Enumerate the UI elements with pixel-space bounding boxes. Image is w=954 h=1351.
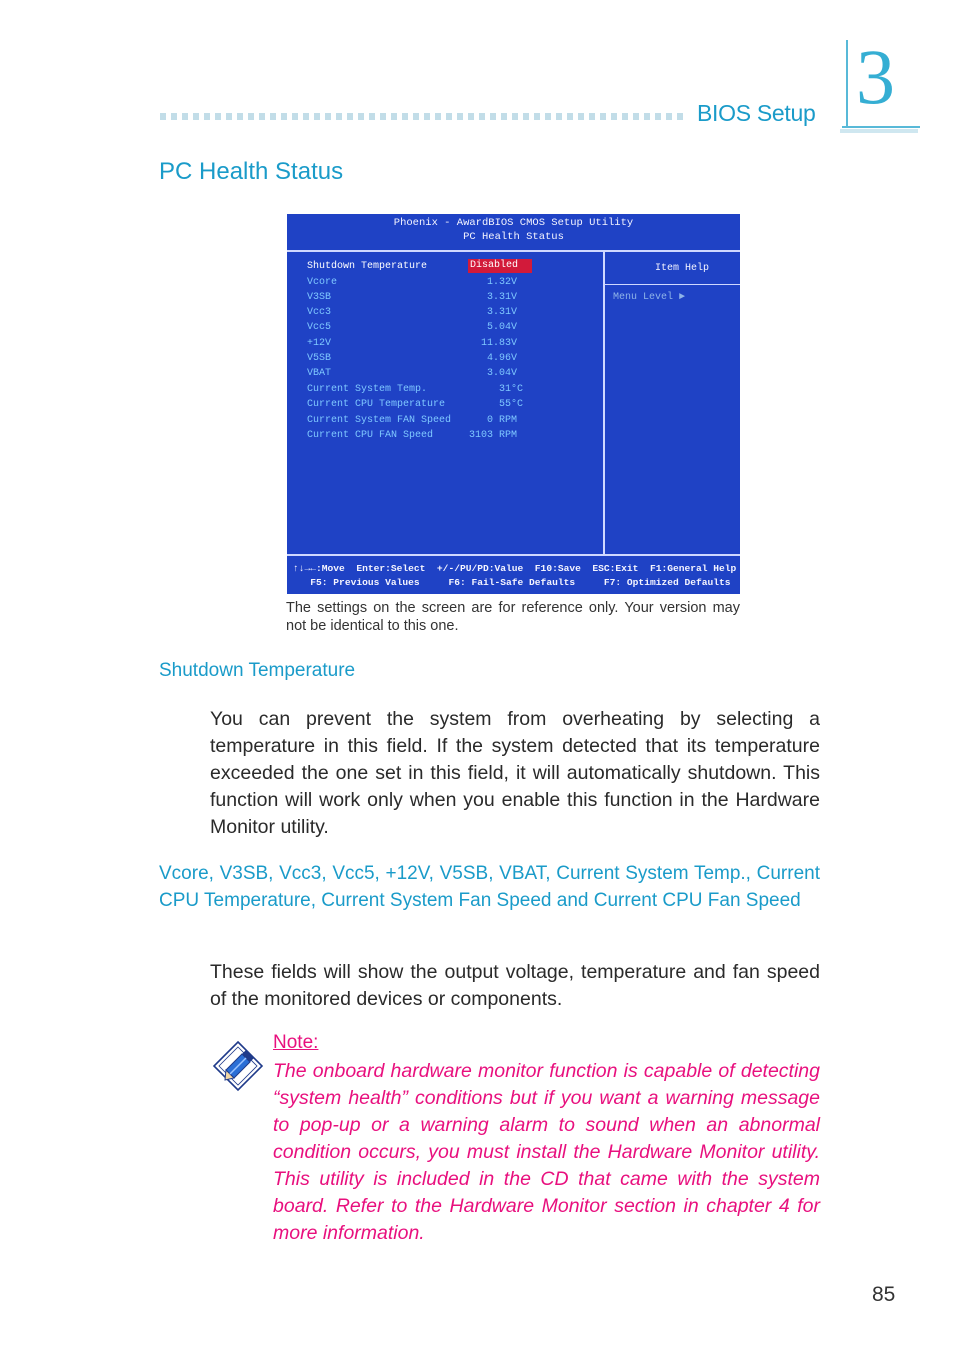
bios-row-label: Vcore	[307, 277, 338, 288]
bios-row-label[interactable]: Shutdown Temperature	[307, 261, 428, 272]
bios-frame-top	[287, 250, 740, 252]
chapter-box-bottom-line	[842, 126, 920, 128]
bios-row-label: VBAT	[307, 368, 332, 379]
fields-heading: Vcore, V3SB, Vcc3, Vcc5, +12V, V5SB, VBAT, Current System Temp., Current CPU Temperature, Current System Fan Speed and Current CPU Fan Speed	[159, 863, 820, 911]
note-title: Note:	[273, 1032, 319, 1053]
screenshot-caption: The settings on the screen are for reference only. Your version may not be identical to this one.	[286, 600, 740, 634]
bios-screen	[287, 214, 740, 594]
bios-row-value: 3.04V	[486, 368, 517, 379]
bios-row-value: 31°C	[498, 384, 523, 395]
header-dotted-rule	[160, 113, 688, 120]
bios-row-label: Current CPU Temperature	[307, 399, 446, 410]
bios-row-value: 3.31V	[486, 307, 517, 318]
shutdown-heading: Shutdown Temperature	[159, 660, 356, 681]
bios-row-value: 1.32V	[486, 277, 517, 288]
bios-row-value: 11.83V	[480, 338, 517, 349]
bios-title-line2: PC Health Status	[463, 231, 564, 243]
bios-row-label: V3SB	[307, 292, 332, 303]
chapter-box-shadow	[840, 129, 918, 133]
fields-text: These fields will show the output voltage, temperature and fan speed of the monitored devices or components.	[210, 961, 820, 1010]
bios-row-value: 5.04V	[486, 322, 517, 333]
bios-menu-level: Menu Level ►	[613, 292, 686, 303]
bios-help-title: Item Help	[655, 263, 710, 274]
note-pencil-icon	[212, 1040, 264, 1092]
bios-row-value: 0 RPM	[486, 415, 517, 426]
bios-title-line1: Phoenix - AwardBIOS CMOS Setup Utility	[393, 217, 634, 229]
bios-row-label: Current CPU FAN Speed	[307, 430, 434, 441]
bios-row-value: 55°C	[498, 399, 523, 410]
bios-footer-line1: ↑↓→←:Move Enter:Select +/-/PU/PD:Value F10:Save ESC:Exit F1:General Help	[293, 563, 737, 574]
bios-selected-value[interactable]: Disabled	[468, 259, 532, 273]
bios-frame-divider	[603, 252, 605, 554]
note-body: The onboard hardware monitor function is capable of detecting “system health” conditions but if you want a warning message to pop-up or a warning alarm to sound when an abnormal condition occurs, you must install the Hardware Monitor utility. This utility is included in the CD that came with the system board. Refer to the Hardware Monitor section in chapter 4 for more information.	[273, 1060, 820, 1244]
chapter-box-left-line	[846, 40, 848, 128]
page-title: PC Health Status	[159, 158, 344, 185]
bios-row-label: Current System FAN Speed	[307, 415, 452, 426]
bios-footer-line2: F5: Previous Values F6: Fail-Safe Defaults F7: Optimized Defaults	[293, 577, 731, 588]
page-number: 85	[872, 1283, 896, 1306]
bios-row-label: Vcc3	[307, 307, 332, 318]
bios-row-label: +12V	[307, 338, 332, 349]
bios-frame-bottom	[287, 554, 740, 556]
bios-help-divider	[605, 284, 740, 285]
bios-row-label: Current System Temp.	[307, 384, 428, 395]
bios-row-value: 3.31V	[486, 292, 517, 303]
shutdown-text: You can prevent the system from overheating by selecting a temperature in this field. If the system detected that its temperature exceeded the one set in this field, it will automatically shutdown. This function will work only when you enable this function in the Hardware Monitor utility.	[210, 708, 820, 838]
bios-row-label: Vcc5	[307, 322, 332, 333]
bios-row-value: 3103 RPM	[468, 430, 517, 441]
chapter-number: 3	[856, 33, 895, 120]
section-label: BIOS Setup	[697, 100, 816, 126]
bios-row-value: 4.96V	[486, 353, 517, 364]
bios-row-label: V5SB	[307, 353, 332, 364]
